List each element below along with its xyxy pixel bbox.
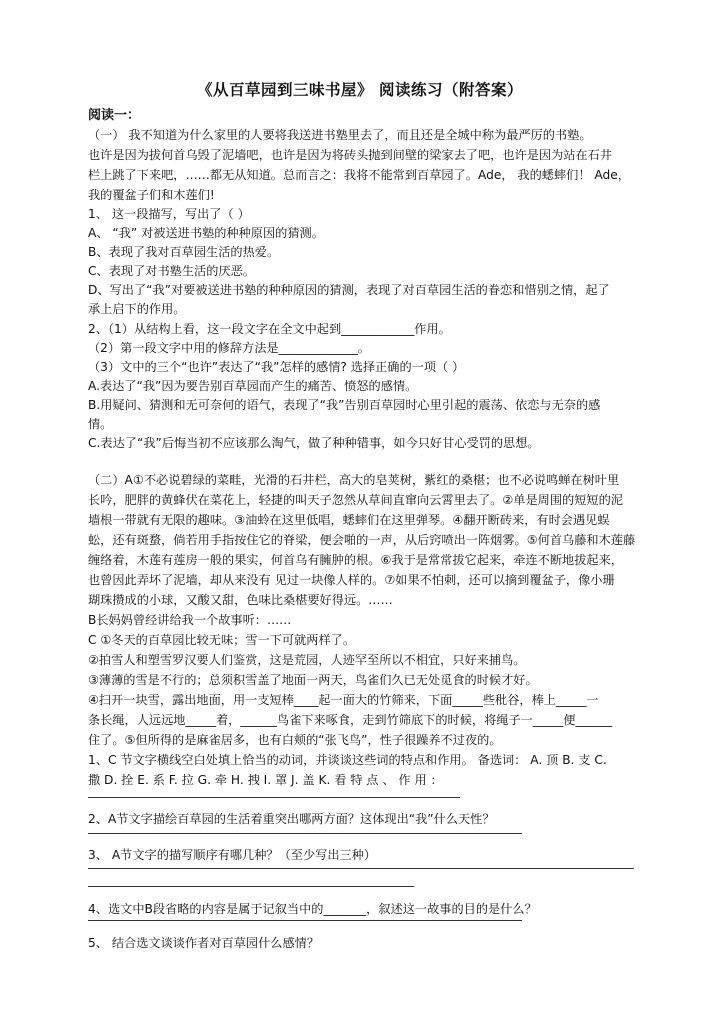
p2-line-2: 长吟，肥胖的黄蜂伏在菜花上，轻捷的叫天子忽然从草间直窜向云霄里去了。②单是周围的短短的泥 <box>88 493 623 507</box>
option-d: D、写出了“我”对要被送进书塾的种种原因的猜测，表现了对百草园生活的眷恋和惜别之情，起了 <box>88 283 610 297</box>
p2-line-7: 瑚珠攒成的小球，又酸又甜，色味比桑椹要好得远。…… <box>88 593 393 607</box>
choice-b-cont: 情。 <box>88 417 113 431</box>
p2-line-3: 墙根一带就有无限的趣味。③油蛉在这里低唱，蟋蟀们在这里弹琴。④翻开断砖来，有时会遇见蜈 <box>88 513 610 527</box>
question-2-text: 2、A节文字描绘百草园的生活着重突出哪两方面？这体现出“我”什么天性？ <box>88 812 495 826</box>
p2-line-1: （二）A①不必说碧绿的菜畦，光滑的石井栏，高大的皂荚树，紫红的桑椹；也不必说鸣蝉在树叶里 <box>88 473 620 487</box>
p2-line-8: B长妈妈曾经讲给我一个故事听：…… <box>88 613 292 627</box>
question-2-1: 2、（1）从结构上看，这一段文字在全文中起到____________作用。 <box>88 322 451 336</box>
p2-line-11: ③薄薄的雪是不行的；总须积雪盖了地面一两天，鸟雀们久已无处觅食的时候才好。 <box>88 673 538 687</box>
option-d-cont: 承上启下的作用。 <box>88 302 186 316</box>
choice-a: A.表达了“我”因为要告别百草园而产生的痛苦、愤怒的感情。 <box>88 379 418 393</box>
p2-line-9: C ①冬天的百草园比较无味；雪一下可就两样了。 <box>88 633 356 647</box>
question-5-text: 5、 结合选文谈谈作者对百草园什么感情？ <box>88 936 320 950</box>
p2-line-13: 条长绳，人远远地_____着，______鸟雀下来啄食，走到竹筛底下的时候，将绳子一_____便______ <box>88 713 613 727</box>
p1-line-2: 也许是因为拔何首乌毁了泥墙吧，也许是因为将砖头抛到间壁的梁家去了吧，也许是因为站在石井 <box>88 148 613 162</box>
question-2-3: （3）文中的三个“也许”表达了“我”怎样的感情? 选择正确的一项（ ） <box>88 360 465 374</box>
answer-line-5[interactable] <box>88 920 522 921</box>
question-2-2: （2）第一段文字中用的修辞方法是_____________。 <box>88 341 370 355</box>
p2-line-14: 住了。⑤但所得的是麻雀居多，也有白颊的“张飞鸟”，性子很躁养不过夜的。 <box>88 733 502 747</box>
answer-line-3[interactable] <box>88 868 634 869</box>
q1-line-2: 撒 D. 拴 E. 系 F. 拉 G. 牵 H. 拽 I. 罩 J. 盖 K. 看 特 点 、 作 用 ： <box>88 773 443 787</box>
choice-b: B.用疑问、猜测和无可奈何的语气，表现了“我”告别百草园时心里引起的震荡、依恋与无奈的感 <box>88 398 601 412</box>
p1-line-3: 栏上跳了下来吧，……都无从知道。总而言之：我将不能常到百草园了。Ade， 我的蟋蟀们！ Ade， <box>88 168 630 182</box>
answer-line-2[interactable] <box>88 833 522 834</box>
p2-line-6: 也曾因此弄坏了泥墙，却从来没有 见过一块像人样的。⑦如果不怕刺，还可以摘到覆盆子，像小珊 <box>88 573 615 587</box>
answer-line-1[interactable] <box>88 797 460 798</box>
p1-line-1: （一） 我不知道为什么家里的人要将我送进书塾里去了，而且还是全城中称为最严厉的书塾。 <box>88 128 592 142</box>
page-title: 《从百草园到三味书屋》 阅读练习（附答案） <box>197 81 523 99</box>
choice-c: C.表达了“我”后悔当初不应该那么淘气，做了种种错事，如今只好甘心受罚的思想。 <box>88 436 540 450</box>
p2-line-4: 蚣，还有斑蝥，倘若用手指按住它的脊梁，便会啪的一声，从后窍喷出一阵烟雾。⑤何首乌藤和木莲藤 <box>88 533 636 547</box>
section-heading: 阅读一： <box>88 108 141 123</box>
question-3-text: 3、 A节文字的描写顺序有哪几种？（至少写出三种） <box>88 848 377 862</box>
option-a: A、 “我” 对被送进书塾的种种原因的猜测。 <box>88 226 324 240</box>
option-c: C、表现了对书塾生活的厌恶。 <box>88 264 255 278</box>
p2-line-10: ②拍雪人和塑雪罗汉要人们鉴赏，这是荒园，人迹罕至所以不相宜，只好来捕鸟。 <box>88 653 526 667</box>
option-b: B、表现了我对百草园生活的热爱。 <box>88 245 280 259</box>
p1-line-4: 我的覆盆子们和木莲们! <box>88 188 215 202</box>
question-4-text: 4、选文中B段省略的内容是属于记叙当中的_______，叙述这一故事的目的是什么？ <box>88 902 537 916</box>
q1-line-1: 1、C 节文字横线空白处填上恰当的动词，并谈谈这些词的特点和作用。 备选词： A. 顶 B. 支 C. <box>88 753 607 767</box>
answer-line-4[interactable] <box>88 886 414 887</box>
p2-line-5: 缠络着，木莲有莲房一般的果实，何首乌有臃肿的根。⑥我于是常常拔它起来，牵连不断地拔起来， <box>88 553 623 567</box>
p2-line-12: ④扫开一块雪，露出地面，用一支短棒____起一面大的竹筛来，下面_____些秕谷，棒上_____一 <box>88 693 599 707</box>
question-1: 1、 这一段描写，写出了（ ） <box>88 207 250 221</box>
